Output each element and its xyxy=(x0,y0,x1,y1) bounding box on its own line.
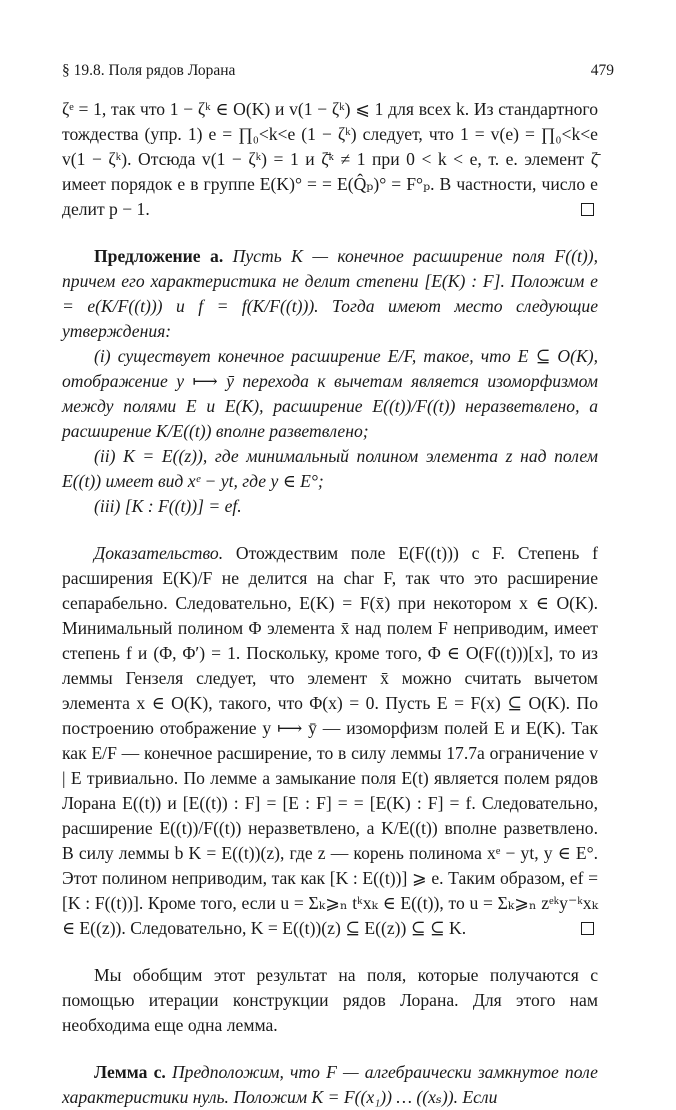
proposition-item-iii: (iii) [K : F((t))] = ef. xyxy=(94,496,242,516)
proof-paragraph xyxy=(62,541,598,941)
closing-paragraph: Мы обобщим этот результат на поля, которые получаются с помощью итерации конструкции рядов Лорана. Для этого нам необходима еще одна лемма. xyxy=(62,965,598,1035)
proposition-statement: Пусть K — конечное расширение поля F((t)), причем его характеристика не делит степени [E(K) : F]. Положим e = e(K/F((t))) и f = f(K/F((t))). Тогда имеют место следующие утверждения: xyxy=(62,246,598,341)
proposition-item-ii: (ii) K = E((z)), где минимальный полином элемента z над полем E((t)) имеет вид xᵉ − yt, где y ∈ E°; xyxy=(62,446,598,491)
proof-text: Отождествим поле E(F((t))) с F. Степень f расширения E(K)/F не делится на char F, так что это расширение сепарабельно. Следовательно, E(K) = F(x̄) при некотором x ∈ O(K). Минимальный полином Φ элемента x̄ над полем F неприводим, имеет степень f и (Φ, Φ′) = 1. Поскольку, кроме того, Φ ∈ O(F((t)))[x], то из леммы Гензеля следует, что элемент x̄ можно считать вычетом элемента x ∈ O(K), такого, что Φ(x) = 0. Пусть E = F(x) ⊆ O(K). По построению отображение y ⟼ ȳ — изоморфизм полей E и E(K). Так как E/F — конечное расширение, то в силу леммы 17.7а ограничение v | E тривиально. По лемме а замыкание поля E(t) является полем рядов Лорана E((t)) и [E((t)) : F] = [E : F] = = [E(K) : F] = f. Следовательно, расширение E((t))/F((t)) неразветвлено, а K/E((t)) вполне разветвлено. В силу леммы b K = E((t))(z), где z — корень полинома xᵉ − yt, y ∈ E°. Этот полином неприводим, так как [K : E((t))] ⩾ e. Таким образом, ef = [K : F((t))]. Кроме того, если u = Σₖ⩾ₙ tᵏxₖ ∈ E((t)), то u = Σₖ⩾ₙ zᵉᵏy⁻ᵏxₖ ∈ E((z)). Следовательно, K = E((t))(z) ⊆ E((z)) ⊆ ⊆ K. xyxy=(62,543,598,938)
page-number: 479 xyxy=(590,62,614,79)
intro-text: ζᵉ = 1, так что 1 − ζᵏ ∈ O(K) и v(1 − ζᵏ) ⩽ 1 для всех k. Из стандартного тождества (упр. 1) e = ∏₀<k<e (1 − ζᵏ) следует, что 1 = v(e) = ∏₀<k<e v(1 − ζᵏ). Отсюда v(1 − ζᵏ) = 1 и ζ̄ᵏ ≠ 1 при 0 < k < e, т. е. элемент ζ̄ имеет порядок e в группе E(K)° = = E(Q̂ₚ)° = F°ₚ. В частности, число e делит p − 1. xyxy=(62,99,598,219)
lemma-label: Лемма с. xyxy=(94,1062,166,1082)
qed-square-icon xyxy=(581,922,594,935)
intro-paragraph xyxy=(62,97,598,222)
proposition-item-i: (i) существует конечное расширение E/F, такое, что E ⊆ O(K), отображение y ⟼ ȳ перехода к вычетам является изоморфизмом между полями E и E(K), расширение E((t))/F((t)) неразветвлено, а расширение K/E((t)) вполне разветвлено; xyxy=(62,346,598,441)
running-header xyxy=(62,58,614,83)
proof-label: Доказательство. xyxy=(94,543,224,563)
proposition-label: Предложение а. xyxy=(94,246,224,266)
lemma-text: Предположим, что F — алгебраически замкнутое поле характеристики нуль. Положим K = F((x₁)) … ((xₛ)). Если xyxy=(62,1062,598,1107)
lemma-c xyxy=(62,1060,598,1110)
section-title: § 19.8. Поля рядов Лорана xyxy=(62,62,236,79)
page-body xyxy=(62,97,598,1110)
qed-square-icon xyxy=(581,203,594,216)
proposition-a xyxy=(62,244,598,344)
